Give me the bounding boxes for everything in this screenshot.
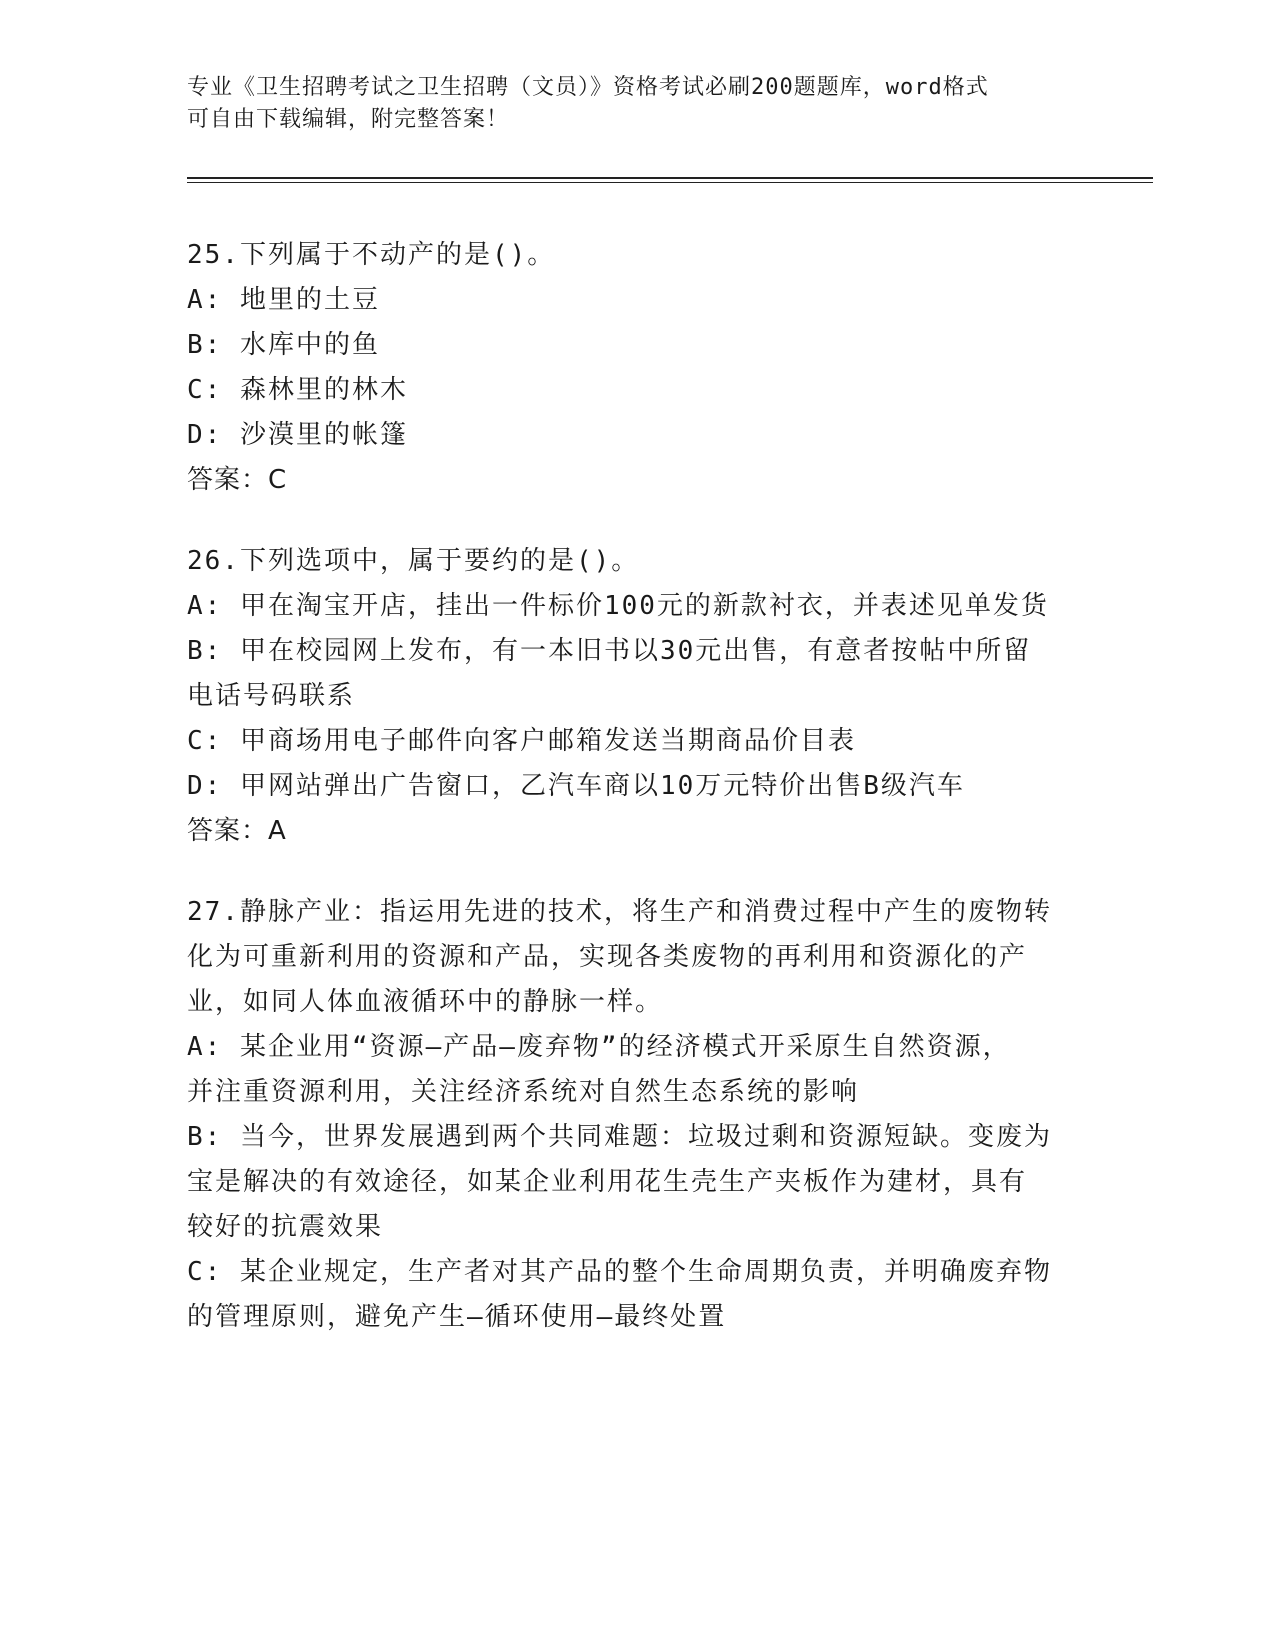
header-line: 专业《卫生招聘考试之卫生招聘（文员）》资格考试必刷200题题库，word格式 — [187, 75, 989, 100]
header-line: 可自由下载编辑，附完整答案！ — [187, 107, 510, 132]
answer-label: 答案：C — [187, 465, 288, 495]
option-a: A: 甲在淘宝开店，挂出一件标价100元的新款衬衣，并表述见单发货 — [187, 591, 1049, 621]
option-c: C: 某企业规定，生产者对其产品的整个生命周期负责，并明确废弃物 — [187, 1257, 1052, 1287]
document-header — [187, 72, 1087, 136]
option-a-continued: 并注重资源利用，关注经济系统对自然生态系统的影响 — [187, 1077, 860, 1107]
option-c: C: 森林里的林木 — [187, 375, 408, 405]
option-b: B: 水库中的鱼 — [187, 330, 380, 360]
option-c-continued: 的管理原则，避免产生—循环使用—最终处置 — [187, 1302, 727, 1332]
option-b-continued: 电话号码联系 — [187, 681, 356, 711]
option-d: D: 甲网站弹出广告窗口，乙汽车商以10万元特价出售B级汽车 — [187, 771, 965, 801]
question-stem-continued: 业，如同人体血液循环中的静脉一样。 — [187, 987, 664, 1017]
question-26 — [187, 539, 1087, 854]
answer-label: 答案：A — [187, 816, 287, 846]
option-b-continued: 较好的抗震效果 — [187, 1212, 384, 1242]
option-b-continued: 宝是解决的有效途径，如某企业利用花生壳生产夹板作为建材，具有 — [187, 1167, 1028, 1197]
option-a: A: 某企业用“资源—产品—废弃物”的经济模式开采原生自然资源， — [187, 1032, 1011, 1062]
header-divider — [187, 177, 1153, 183]
option-c: C: 甲商场用电子邮件向客户邮箱发送当期商品价目表 — [187, 726, 856, 756]
option-b: B: 甲在校园网上发布，有一本旧书以30元出售，有意者按帖中所留 — [187, 636, 1032, 666]
option-a: A: 地里的土豆 — [187, 285, 380, 315]
option-d: D: 沙漠里的帐篷 — [187, 420, 408, 450]
question-list — [187, 233, 1087, 1376]
question-stem: 25.下列属于不动产的是()。 — [187, 240, 556, 270]
question-stem: 27.静脉产业：指运用先进的技术，将生产和消费过程中产生的废物转 — [187, 897, 1052, 927]
question-25 — [187, 233, 1087, 503]
option-b: B: 当今，世界发展遇到两个共同难题：垃圾过剩和资源短缺。变废为 — [187, 1122, 1052, 1152]
question-27 — [187, 890, 1087, 1340]
question-stem-continued: 化为可重新利用的资源和产品，实现各类废物的再利用和资源化的产 — [187, 942, 1028, 972]
question-stem: 26.下列选项中，属于要约的是()。 — [187, 546, 640, 576]
